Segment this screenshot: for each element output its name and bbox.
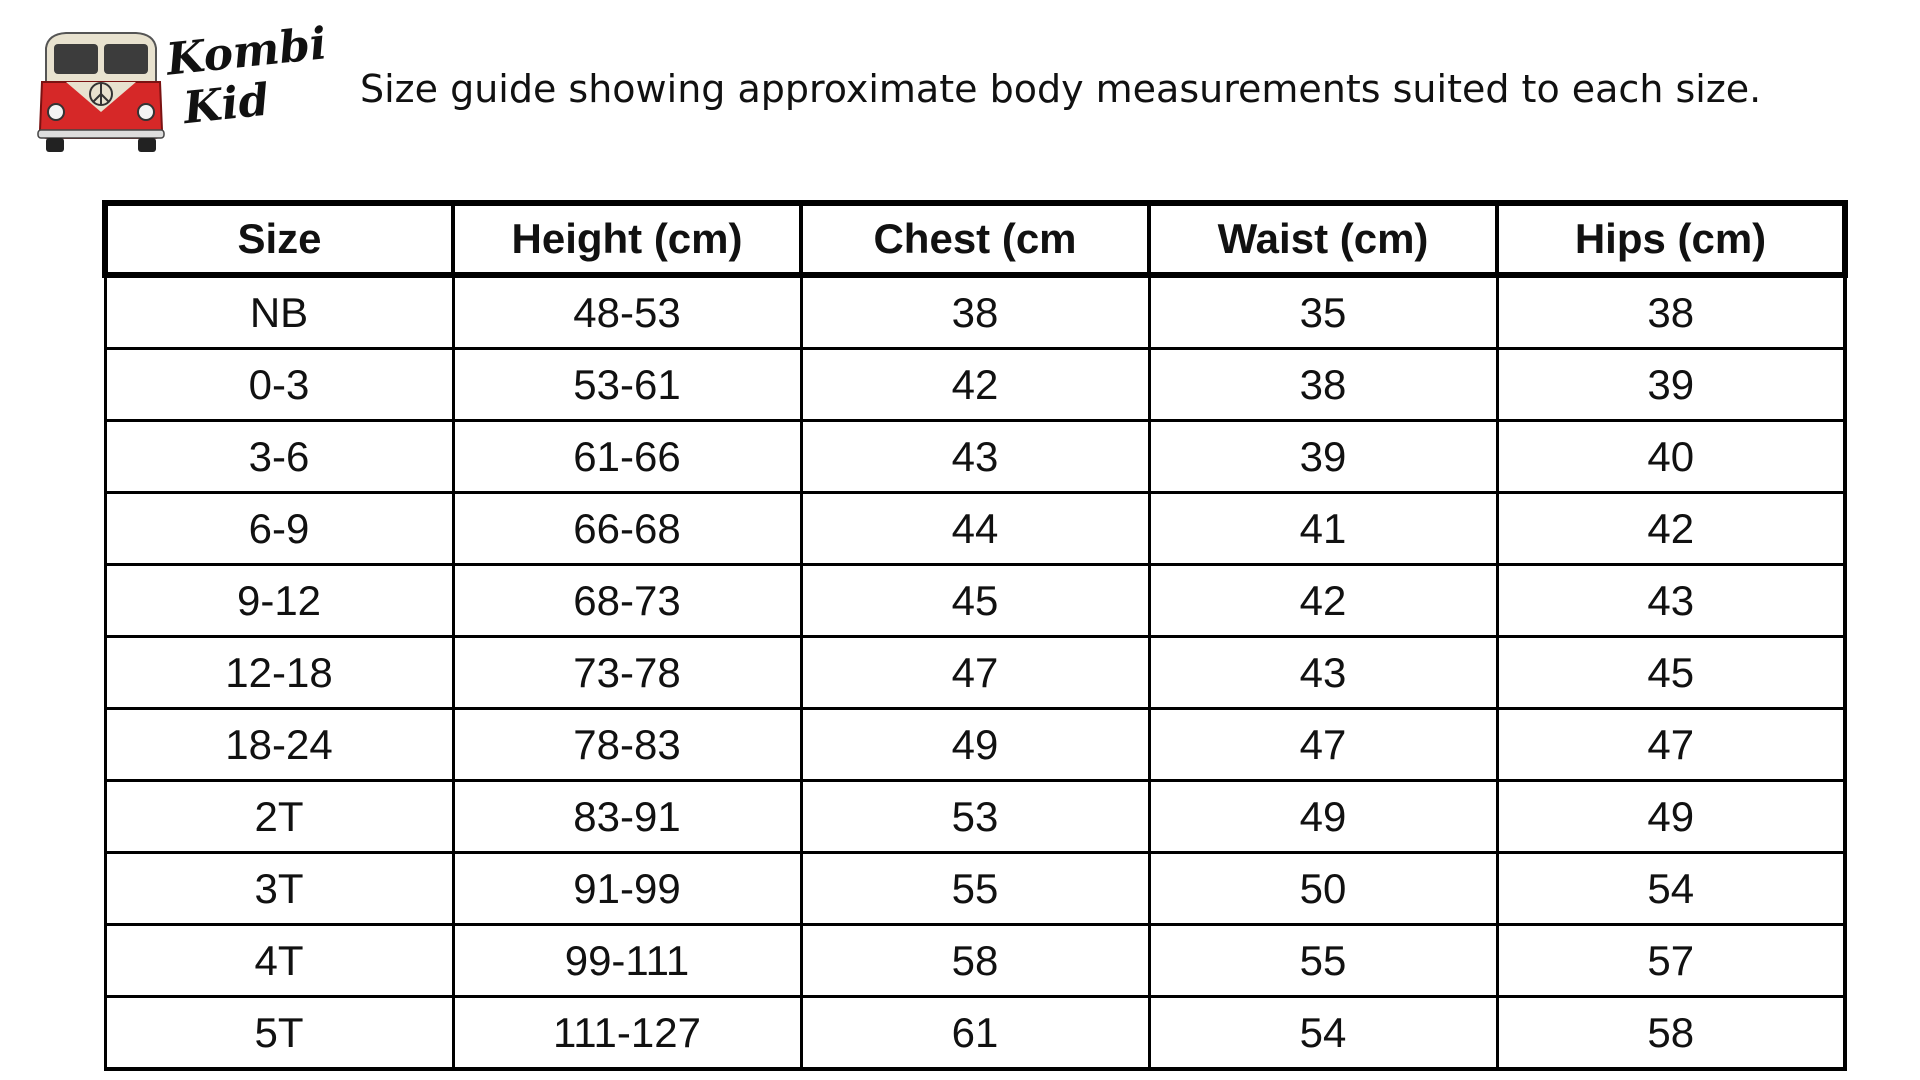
cell-waist: 50 bbox=[1149, 853, 1497, 925]
header-chest: Chest (cm bbox=[801, 203, 1149, 275]
cell-height: 99-111 bbox=[453, 925, 801, 997]
cell-waist: 42 bbox=[1149, 565, 1497, 637]
cell-chest: 42 bbox=[801, 349, 1149, 421]
cell-size: 6-9 bbox=[105, 493, 453, 565]
table-row bbox=[105, 997, 1845, 1070]
cell-height: 91-99 bbox=[453, 853, 801, 925]
cell-size: 0-3 bbox=[105, 349, 453, 421]
cell-size: 5T bbox=[105, 997, 453, 1070]
cell-chest: 49 bbox=[801, 709, 1149, 781]
cell-size: 3T bbox=[105, 853, 453, 925]
cell-size: 3-6 bbox=[105, 421, 453, 493]
cell-size: NB bbox=[105, 275, 453, 349]
size-guide-caption: Size guide showing approximate body measurements suited to each size. bbox=[360, 67, 1762, 111]
cell-chest: 55 bbox=[801, 853, 1149, 925]
size-table bbox=[102, 200, 1848, 1071]
cell-waist: 35 bbox=[1149, 275, 1497, 349]
cell-hips: 54 bbox=[1497, 853, 1845, 925]
cell-chest: 47 bbox=[801, 637, 1149, 709]
cell-chest: 53 bbox=[801, 781, 1149, 853]
size-table-container bbox=[102, 200, 1848, 1071]
table-row bbox=[105, 493, 1845, 565]
cell-size: 9-12 bbox=[105, 565, 453, 637]
cell-waist: 43 bbox=[1149, 637, 1497, 709]
cell-waist: 54 bbox=[1149, 997, 1497, 1070]
logo-line-1: Kombi bbox=[163, 18, 330, 86]
table-row bbox=[105, 853, 1845, 925]
table-row bbox=[105, 709, 1845, 781]
header-hips: Hips (cm) bbox=[1497, 203, 1845, 275]
table-row bbox=[105, 781, 1845, 853]
cell-height: 66-68 bbox=[453, 493, 801, 565]
cell-height: 73-78 bbox=[453, 637, 801, 709]
cell-size: 12-18 bbox=[105, 637, 453, 709]
cell-height: 111-127 bbox=[453, 997, 801, 1070]
logo-line-2: Kid bbox=[181, 74, 272, 135]
table-row bbox=[105, 275, 1845, 349]
cell-hips: 40 bbox=[1497, 421, 1845, 493]
cell-waist: 49 bbox=[1149, 781, 1497, 853]
cell-chest: 45 bbox=[801, 565, 1149, 637]
cell-height: 48-53 bbox=[453, 275, 801, 349]
cell-height: 61-66 bbox=[453, 421, 801, 493]
cell-size: 18-24 bbox=[105, 709, 453, 781]
page-header bbox=[0, 0, 1920, 180]
cell-size: 2T bbox=[105, 781, 453, 853]
logo-wordmark bbox=[163, 18, 330, 135]
cell-hips: 39 bbox=[1497, 349, 1845, 421]
cell-chest: 43 bbox=[801, 421, 1149, 493]
cell-hips: 45 bbox=[1497, 637, 1845, 709]
table-row bbox=[105, 349, 1845, 421]
cell-height: 78-83 bbox=[453, 709, 801, 781]
cell-waist: 39 bbox=[1149, 421, 1497, 493]
cell-chest: 44 bbox=[801, 493, 1149, 565]
cell-waist: 38 bbox=[1149, 349, 1497, 421]
kombi-kid-logo bbox=[36, 18, 330, 155]
cell-waist: 55 bbox=[1149, 925, 1497, 997]
cell-hips: 47 bbox=[1497, 709, 1845, 781]
header-size: Size bbox=[105, 203, 453, 275]
cell-hips: 57 bbox=[1497, 925, 1845, 997]
cell-height: 68-73 bbox=[453, 565, 801, 637]
header-height: Height (cm) bbox=[453, 203, 801, 275]
table-row bbox=[105, 421, 1845, 493]
kombi-van-icon bbox=[36, 30, 166, 155]
cell-hips: 58 bbox=[1497, 997, 1845, 1070]
header-waist: Waist (cm) bbox=[1149, 203, 1497, 275]
cell-waist: 41 bbox=[1149, 493, 1497, 565]
cell-hips: 43 bbox=[1497, 565, 1845, 637]
cell-size: 4T bbox=[105, 925, 453, 997]
cell-chest: 38 bbox=[801, 275, 1149, 349]
table-header-row bbox=[105, 203, 1845, 275]
cell-chest: 58 bbox=[801, 925, 1149, 997]
cell-height: 83-91 bbox=[453, 781, 801, 853]
cell-hips: 49 bbox=[1497, 781, 1845, 853]
table-row bbox=[105, 637, 1845, 709]
table-row bbox=[105, 925, 1845, 997]
cell-height: 53-61 bbox=[453, 349, 801, 421]
cell-waist: 47 bbox=[1149, 709, 1497, 781]
cell-hips: 42 bbox=[1497, 493, 1845, 565]
table-row bbox=[105, 565, 1845, 637]
cell-hips: 38 bbox=[1497, 275, 1845, 349]
cell-chest: 61 bbox=[801, 997, 1149, 1070]
